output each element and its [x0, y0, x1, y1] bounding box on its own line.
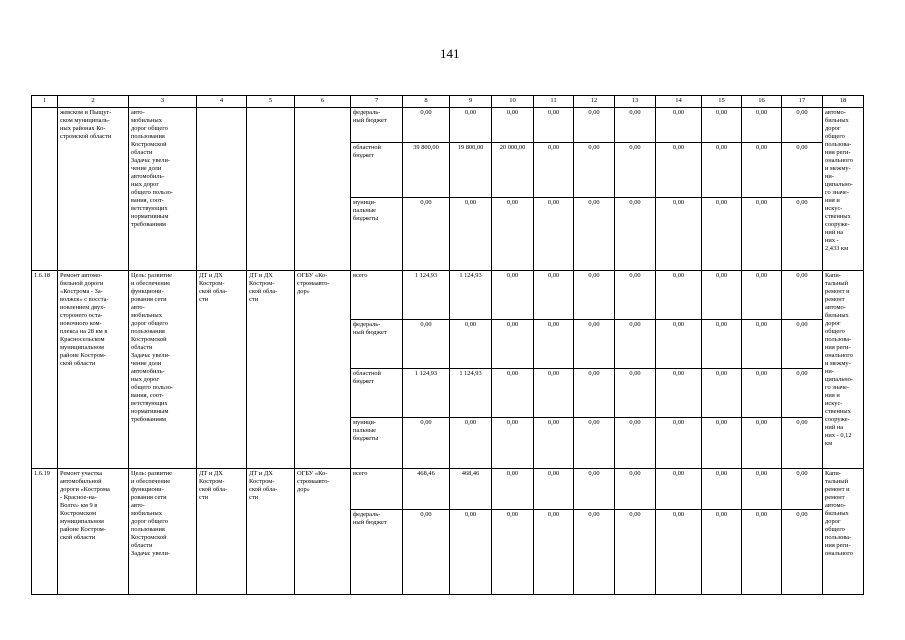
amount-cell: 0,00: [782, 469, 823, 510]
amount-cell: 0,00: [782, 510, 823, 595]
column-number: 9: [450, 96, 492, 108]
funding-source: всего: [351, 271, 403, 320]
coexecutor: ДТ и ДХ Костром- ской обла- сти: [247, 469, 295, 595]
amount-cell: 0,00: [656, 369, 702, 418]
program-table: [31, 95, 864, 595]
participant: ОГБУ «Ко- стромаавто- дор»: [295, 271, 351, 469]
funding-source: федераль- ный бюджет: [351, 320, 403, 369]
funding-source: муници- пальные бюджеты: [351, 418, 403, 469]
amount-cell: 0,00: [702, 418, 742, 469]
amount-cell: 0,00: [574, 418, 615, 469]
amount-cell: 0,00: [615, 469, 656, 510]
expected-result: Капи- тальный ремонт и ремонт автомо- бильных дорог общего пользова- ния реги- онального и межму- ни- ципально- го значе- ния и искус- ственных сооруже- ний на них - 0,12 км: [823, 271, 864, 469]
amount-cell: 0,00: [656, 108, 702, 143]
amount-cell: 0,00: [742, 320, 782, 369]
amount-cell: 0,00: [742, 510, 782, 595]
amount-cell: 19 800,00: [450, 143, 492, 198]
amount-cell: 0,00: [782, 369, 823, 418]
amount-cell: 0,00: [534, 510, 574, 595]
measure-name: жевском и Пыщуг- ском муниципаль- ных районах Ко- стромской области: [58, 108, 129, 271]
column-number: 3: [129, 96, 197, 108]
column-number: 15: [702, 96, 742, 108]
amount-cell: 0,00: [534, 271, 574, 320]
column-number: 4: [197, 96, 247, 108]
amount-cell: 0,00: [574, 108, 615, 143]
amount-cell: 0,00: [492, 469, 534, 510]
column-number: 6: [295, 96, 351, 108]
amount-cell: 0,00: [615, 198, 656, 271]
column-number: 10: [492, 96, 534, 108]
column-number: 11: [534, 96, 574, 108]
amount-cell: 0,00: [615, 510, 656, 595]
amount-cell: 0,00: [534, 369, 574, 418]
amount-cell: 0,00: [656, 418, 702, 469]
amount-cell: 0,00: [656, 469, 702, 510]
amount-cell: 0,00: [450, 320, 492, 369]
amount-cell: 0,00: [656, 143, 702, 198]
column-number: 14: [656, 96, 702, 108]
amount-cell: 0,00: [492, 369, 534, 418]
amount-cell: 0,00: [742, 198, 782, 271]
amount-cell: 0,00: [656, 510, 702, 595]
amount-cell: 0,00: [782, 271, 823, 320]
amount-cell: 1 124,93: [450, 369, 492, 418]
amount-cell: 0,00: [574, 143, 615, 198]
funding-source: федераль- ный бюджет: [351, 108, 403, 143]
responsible-executor: ДТ и ДХ Костром- ской обла- сти: [197, 271, 247, 469]
amount-cell: 0,00: [574, 469, 615, 510]
amount-cell: 0,00: [615, 320, 656, 369]
participant: ОГБУ «Ко- стромаавто- дор»: [295, 469, 351, 595]
funding-source: всего: [351, 469, 403, 510]
amount-cell: 0,00: [656, 320, 702, 369]
amount-cell: 0,00: [782, 108, 823, 143]
amount-cell: 0,00: [534, 418, 574, 469]
measure-name: Ремонт участка автомобильной дороги «Кострома - Красное-на- Волге» км 9 в Костромском муниципальном районе Костром- ской области: [58, 469, 129, 595]
amount-cell: 0,00: [574, 510, 615, 595]
amount-cell: 1 124,93: [403, 271, 450, 320]
participant: [295, 108, 351, 271]
amount-cell: 0,00: [782, 418, 823, 469]
funding-source: областной бюджет: [351, 143, 403, 198]
amount-cell: 0,00: [702, 198, 742, 271]
amount-cell: 20 000,00: [492, 143, 534, 198]
goal-task: авто- мобильных дорог общего пользования Костромской области Задача: увели- чение доли автомобиль- ных дорог общего пользо- вания, соот- ветствующих нормативным требованиям: [129, 108, 197, 271]
amount-cell: 0,00: [492, 320, 534, 369]
column-number: 18: [823, 96, 864, 108]
amount-cell: 0,00: [656, 271, 702, 320]
amount-cell: 468,46: [403, 469, 450, 510]
responsible-executor: [197, 108, 247, 271]
goal-task: Цель: развитие и обеспечение функциони- рования сети авто- мобильных дорог общего пользования Костромской области Задача: увели-: [129, 469, 197, 595]
amount-cell: 0,00: [492, 271, 534, 320]
expected-result: Капи- тальный ремонт и ремонт автомо- бильных дорог общего пользова- ния реги- онального: [823, 469, 864, 595]
amount-cell: 0,00: [702, 320, 742, 369]
amount-cell: 0,00: [534, 469, 574, 510]
coexecutor: [247, 108, 295, 271]
expected-result: автомо- бильных дорог общего пользова- ния реги- онального и межму- ни- ципально- го значе- ния и искус- ственных сооруже- ний на них - 2,433 км: [823, 108, 864, 271]
amount-cell: 0,00: [403, 510, 450, 595]
amount-cell: 0,00: [782, 143, 823, 198]
amount-cell: 0,00: [492, 418, 534, 469]
amount-cell: 0,00: [782, 320, 823, 369]
amount-cell: 1 124,93: [403, 369, 450, 418]
responsible-executor: ДТ и ДХ Костром- ской обла- сти: [197, 469, 247, 595]
amount-cell: 0,00: [450, 418, 492, 469]
funding-source: областной бюджет: [351, 369, 403, 418]
amount-cell: 0,00: [492, 108, 534, 143]
amount-cell: 0,00: [574, 369, 615, 418]
column-number: 13: [615, 96, 656, 108]
amount-cell: 0,00: [742, 418, 782, 469]
amount-cell: 0,00: [450, 198, 492, 271]
amount-cell: 0,00: [742, 143, 782, 198]
amount-cell: 0,00: [450, 108, 492, 143]
amount-cell: 0,00: [702, 108, 742, 143]
amount-cell: 0,00: [702, 143, 742, 198]
amount-cell: 0,00: [534, 143, 574, 198]
amount-cell: 468,46: [450, 469, 492, 510]
amount-cell: 0,00: [492, 510, 534, 595]
row-number: 1.6.18: [32, 271, 58, 469]
row-number: [32, 108, 58, 271]
amount-cell: 0,00: [574, 198, 615, 271]
amount-cell: 0,00: [702, 510, 742, 595]
funding-source: федераль- ный бюджет: [351, 510, 403, 595]
amount-cell: 0,00: [742, 108, 782, 143]
amount-cell: 0,00: [574, 271, 615, 320]
column-number: 5: [247, 96, 295, 108]
amount-cell: 0,00: [403, 418, 450, 469]
amount-cell: 0,00: [615, 369, 656, 418]
column-number: 2: [58, 96, 129, 108]
amount-cell: 0,00: [782, 198, 823, 271]
budget-row: [32, 108, 864, 143]
amount-cell: 0,00: [534, 108, 574, 143]
amount-cell: 1 124,93: [450, 271, 492, 320]
amount-cell: 0,00: [702, 369, 742, 418]
amount-cell: 0,00: [742, 271, 782, 320]
amount-cell: 0,00: [615, 143, 656, 198]
amount-cell: 0,00: [403, 198, 450, 271]
amount-cell: 0,00: [615, 108, 656, 143]
budget-row: [32, 271, 864, 320]
amount-cell: 0,00: [615, 271, 656, 320]
amount-cell: 0,00: [574, 320, 615, 369]
coexecutor: ДТ и ДХ Костром- ской обла- сти: [247, 271, 295, 469]
measure-name: Ремонт автомо- бильной дороги «Кострома - За- волжск» с восста- новлением двух- сторонего оста- новочного ком- плекса на 28 км в Красносельском муниципальном районе Костром- ской области: [58, 271, 129, 469]
funding-source: муници- пальные бюджеты: [351, 198, 403, 271]
column-number-row: [32, 96, 864, 108]
amount-cell: 0,00: [702, 469, 742, 510]
amount-cell: 0,00: [742, 369, 782, 418]
amount-cell: 0,00: [656, 198, 702, 271]
amount-cell: 39 800,00: [403, 143, 450, 198]
amount-cell: 0,00: [742, 469, 782, 510]
column-number: 8: [403, 96, 450, 108]
page-number: 141: [440, 46, 460, 61]
amount-cell: 0,00: [492, 198, 534, 271]
goal-task: Цель: развитие и обеспечение функциони- рования сети авто- мобильных дорог общего пользования Костромской области Задача: увели- чение доли автомобиль- ных дорог общего пользо- вания, соот- ветствующих нормативным требованиям: [129, 271, 197, 469]
column-number: 17: [782, 96, 823, 108]
column-number: 1: [32, 96, 58, 108]
amount-cell: 0,00: [403, 108, 450, 143]
amount-cell: 0,00: [534, 320, 574, 369]
amount-cell: 0,00: [534, 198, 574, 271]
amount-cell: 0,00: [615, 418, 656, 469]
column-number: 12: [574, 96, 615, 108]
amount-cell: 0,00: [450, 510, 492, 595]
column-number: 16: [742, 96, 782, 108]
amount-cell: 0,00: [403, 320, 450, 369]
row-number: 1.6.19: [32, 469, 58, 595]
column-number: 7: [351, 96, 403, 108]
amount-cell: 0,00: [702, 271, 742, 320]
budget-row: [32, 469, 864, 510]
